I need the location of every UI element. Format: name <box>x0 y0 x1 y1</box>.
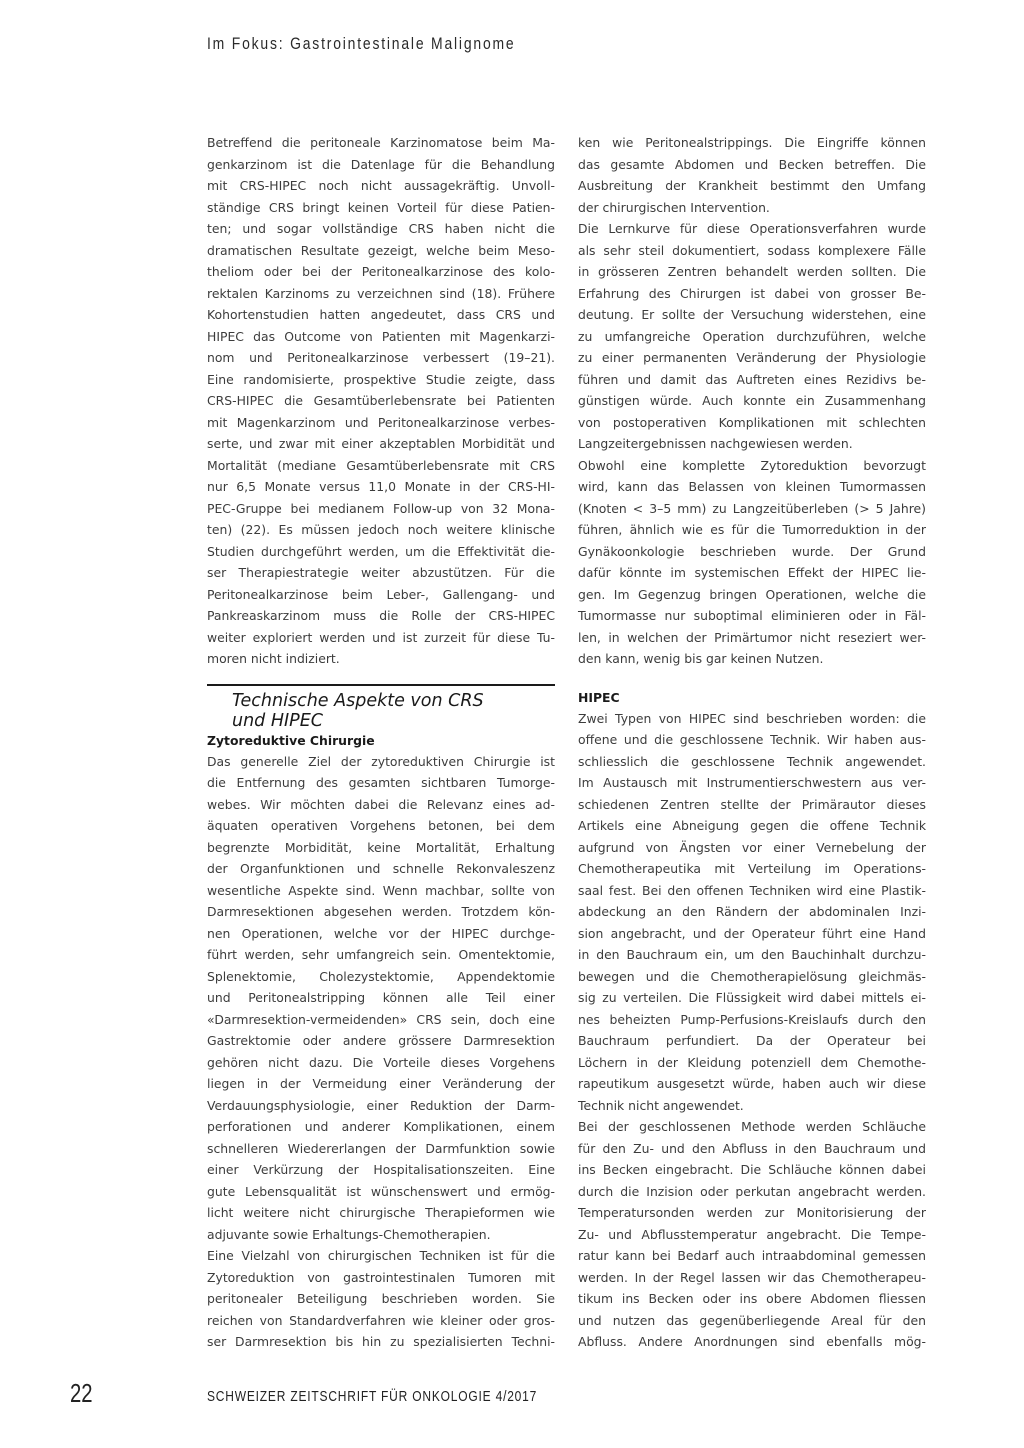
text-line: Obwohl eine komplette Zytoreduktion bevorzugt <box>578 457 926 473</box>
text-line: Das generelle Ziel der zytoreduktiven Chirurgie ist <box>207 753 555 769</box>
text-line: Chemotherapeutika mit Verteilung im Operations- <box>578 861 926 876</box>
paragraph <box>207 751 555 1246</box>
text-line: begrenzte Morbidität, keine Mortalität, Erhaltung <box>207 839 555 855</box>
text-line: Gastrektomie oder andere grössere Darmresektion <box>207 1033 555 1048</box>
text-line: in den Bauchraum ein, um den Bauchinhalt durchzu- <box>578 947 926 962</box>
text-line: Erfahrung des Chirurgen ist dabei von grosser Be- <box>578 285 926 301</box>
paragraph <box>578 455 926 670</box>
text-line: genkarzinom ist die Datenlage für die Behandlung <box>207 156 555 172</box>
text-line: führt werden, sehr umfangreich sein. Omentektomie, <box>207 947 555 962</box>
text-line: deutung. Er sollte der Versuchung widerstehen, eine <box>578 307 926 322</box>
text-line: rektalen Karzinoms zu verzeichnen sind (18). Frühere <box>207 285 555 301</box>
text-line: nes beheizten Pump-Perfusions-Kreislaufs durch den <box>578 1011 926 1027</box>
text-line: serte, und zwar mit einer akzeptablen Morbidität und <box>207 436 555 451</box>
text-line: bewegen und die Chemotherapielösung gleichmäs- <box>578 968 926 984</box>
text-line: ser Darmresektion bis hin zu spezialisierten Techni- <box>207 1334 555 1349</box>
paragraph <box>207 132 555 670</box>
text-line: Die Lernkurve für diese Operationsverfahren wurde <box>578 221 926 236</box>
section-title-line: und HIPEC <box>232 710 324 731</box>
text-line: webes. Wir möchten dabei die Relevanz eines ad- <box>207 796 555 812</box>
text-line: ten) (22). Es müssen jedoch noch weitere klinische <box>207 522 555 537</box>
text-line: Zytoreduktion von gastrointestinalen Tumoren mit <box>207 1269 555 1285</box>
text-line: mit CRS-HIPEC noch nicht aussagekräftig. Unvoll- <box>207 178 555 193</box>
text-line: zu umfangreiche Operation durchzuführen, welche <box>578 328 926 344</box>
text-line: reichen von Standardverfahren wie kleiner oder gros- <box>207 1312 555 1328</box>
text-line: Langzeitergebnissen nachgewiesen werden. <box>578 436 853 451</box>
text-line: das gesamte Abdomen und Becken betreffen. Die <box>578 156 926 172</box>
text-line: licht weitere nicht chirurgische Therapieformen wie <box>207 1205 555 1220</box>
text-line: Bei der geschlossenen Methode werden Schläuche <box>578 1119 926 1134</box>
text-line: nen Operationen, welche vor der HIPEC durchge- <box>207 925 555 941</box>
text-line: liegen in der Vermeidung einer Veränderung der <box>207 1076 555 1091</box>
text-line: Eine Vielzahl von chirurgischen Techniken ist für die <box>207 1248 555 1263</box>
text-line: Abfluss. Andere Anordnungen sind ebenfalls mög- <box>578 1334 926 1349</box>
text-line: führen und damit das Auftreten eines Rezidivs be- <box>578 371 926 387</box>
text-line: wird, kann das Belassen von kleinen Tumormassen <box>578 479 926 494</box>
text-line: HIPEC das Outcome von Patienten mit Magenkarzi- <box>207 328 555 344</box>
text-line: ser Therapiestrategie weiter abzustützen. Für die <box>207 565 555 580</box>
text-line: Im Austausch mit Instrumentierschwestern aus ver- <box>578 775 926 790</box>
text-line: Eine randomisierte, prospektive Studie zeigte, dass <box>207 371 555 387</box>
text-line: führen, ähnlich wie es für die Tumorreduktion in der <box>578 522 926 537</box>
text-line: Studien durchgeführt werden, um die Effektivität die- <box>207 543 555 559</box>
text-line: weiter exploriert werden und ist zurzeit für diese Tu- <box>207 629 555 645</box>
text-line: Zwei Typen von HIPEC sind beschrieben worden: die <box>578 710 926 726</box>
subheading-hipec: HIPEC <box>578 689 620 705</box>
text-line: dafür könnte im systemischen Effekt der HIPEC lie- <box>578 565 926 580</box>
text-line: Temperatursonden werden zur Monitorisierung der <box>578 1205 926 1220</box>
text-line: günstigen würde. Auch konnte ein Zusammenhang <box>578 393 926 408</box>
text-line: moren nicht indiziert. <box>207 651 340 666</box>
text-line: Verdauungsphysiologie, einer Reduktion der Darm- <box>207 1097 555 1113</box>
text-line: perforationen und anderer Komplikationen, einem <box>207 1119 555 1134</box>
text-line: sion angebracht, und der Operateur führt eine Hand <box>578 925 926 941</box>
text-line: Technik nicht angewendet. <box>578 1097 744 1113</box>
text-line: Peritonealkarzinose beim Leber-, Gallengang- und <box>207 586 555 602</box>
text-line: tikum ins Becken oder ins obere Abdomen fliessen <box>578 1291 926 1306</box>
text-line: Gynäkoonkologie beschrieben wurde. Der Grund <box>578 543 926 559</box>
text-line: in grösseren Zentren behandelt werden sollten. Die <box>578 264 926 279</box>
paragraph <box>578 1116 926 1353</box>
text-line: Betreffend die peritoneale Karzinomatose beim Ma- <box>207 135 555 150</box>
text-line: Löchern in der Kleidung potenziell dem Chemothe- <box>578 1054 926 1070</box>
section-title <box>207 691 555 731</box>
section-divider <box>207 684 555 686</box>
text-line: abdeckung an den Rändern der abdominalen Inzi- <box>578 904 926 919</box>
text-line: «Darmresektion-vermeidenden» CRS sein, doch eine <box>207 1011 555 1027</box>
text-line: adjuvante sowie Erhaltungs-Chemotherapien. <box>207 1226 491 1242</box>
text-line: gen. Im Gegenzug bringen Operationen, welche die <box>578 586 926 602</box>
text-line: Mortalität (mediane Gesamtüberlebensrate mit CRS <box>207 457 555 473</box>
text-line: offene und die geschlossene Technik. Wir haben aus- <box>578 732 926 747</box>
text-line: ständige CRS bringt keinen Vorteil für diese Patien- <box>207 199 555 215</box>
paragraph <box>578 708 926 1117</box>
text-line: schiedenen Zentren stellte der Primärautor dieses <box>578 796 926 812</box>
text-line: peritonealer Beteiligung beschrieben worden. Sie <box>207 1291 555 1306</box>
text-line: für den Zu- und den Abfluss in den Bauchraum und <box>578 1140 926 1156</box>
text-line: dramatischen Resultate gezeigt, welche beim Meso- <box>207 242 555 258</box>
text-line: mit Magenkarzinom und Peritonealkarzinose verbes- <box>207 414 555 430</box>
text-line: schliesslich die geschlossene Technik angewendet. <box>578 753 926 769</box>
text-line: Zu- und Abflusstemperatur angebracht. Die Tempe- <box>578 1226 926 1242</box>
text-line: der Organfunktionen und schnelle Rekonvaleszenz <box>207 861 555 876</box>
text-line: len, in welchen der Primärtumor nicht reseziert wer- <box>578 629 926 645</box>
text-line: sig zu verteilen. Die Flüssigkeit wird dabei mittels ei- <box>578 990 926 1005</box>
text-line: werden. In der Regel lassen wir das Chemotherapeu- <box>578 1269 926 1285</box>
running-header-title: Im Fokus: Gastrointestinale Malignome <box>207 34 516 53</box>
text-line: Tumormasse nur suboptimal eliminieren oder in Fäl- <box>578 608 926 623</box>
text-line: die Entfernung des gesamten sichtbaren Tumorge- <box>207 775 555 790</box>
text-line: Ausbreitung der Krankheit bestimmt den Umfang <box>578 178 926 193</box>
right-column <box>578 132 926 1353</box>
text-line: zu einer permanenten Veränderung der Physiologie <box>578 350 926 365</box>
text-line: ratur kann bei Bedarf auch intraabdominal gemessen <box>578 1248 926 1263</box>
text-line: Pankreaskarzinom muss die Rolle der CRS-HIPEC <box>207 608 555 623</box>
paragraph <box>578 132 926 218</box>
text-line: theliom oder bei der Peritonealkarzinose des kolo- <box>207 264 555 279</box>
text-line: rapeutikum ausgesetzt würde, haben auch wir diese <box>578 1076 926 1091</box>
text-line: äquaten operativen Vorgehens betonen, bei dem <box>207 818 555 833</box>
text-line: den kann, wenig bis gar keinen Nutzen. <box>578 651 824 666</box>
text-line: Splenektomie, Cholezystektomie, Appendektomie <box>207 968 555 984</box>
text-line: Bauchraum perfundiert. Da der Operateur bei <box>578 1033 926 1048</box>
left-column <box>207 132 555 1353</box>
text-line: einer Verkürzung der Hospitalisationszeiten. Eine <box>207 1162 555 1177</box>
paragraph <box>578 218 926 455</box>
text-line: und nutzen das gegenüberliegende Areal für den <box>578 1312 926 1328</box>
text-line: durch die Inzision oder perkutan angebracht werden. <box>578 1183 926 1199</box>
text-line: wesentliche Aspekte sind. Wenn machbar, sollte von <box>207 882 555 898</box>
paragraph <box>207 1245 555 1353</box>
text-line: gehören nicht dazu. Die Vorteile dieses Vorgehens <box>207 1054 555 1070</box>
text-line: ken wie Peritonealstrippings. Die Eingriffe können <box>578 135 926 150</box>
text-line: PEC-Gruppe bei medianem Follow-up von 32 Mona- <box>207 500 555 516</box>
text-line: der chirurgischen Intervention. <box>578 199 770 215</box>
text-line: schnelleren Wiedererlangen der Darmfunktion sowie <box>207 1140 555 1156</box>
text-line: Darmresektionen abgesehen werden. Trotzdem kön- <box>207 904 555 919</box>
text-line: nur 6,5 Monate versus 11,0 Monate in der CRS-HI- <box>207 479 555 494</box>
text-line: aufgrund von Ängsten vor einer Vernebelung der <box>578 839 926 855</box>
text-line: von postoperativen Komplikationen mit schlechten <box>578 414 926 430</box>
page-number: 22 <box>70 1378 93 1408</box>
text-line: nom und Peritonealkarzinose verbessert (19–21). <box>207 350 555 365</box>
text-line: und Peritonealstripping können alle Teil einer <box>207 990 555 1005</box>
text-line: Kohortenstudien hatten angedeutet, dass CRS und <box>207 307 555 322</box>
section-title-line: Technische Aspekte von CRS <box>232 690 484 711</box>
text-line: saal fest. Bei den offenen Techniken wird eine Plastik- <box>578 882 926 898</box>
text-line: Artikels eine Abneigung gegen die offene Technik <box>578 818 926 833</box>
text-line: als sehr steil dokumentiert, sodass komplexere Fälle <box>578 242 926 258</box>
text-line: CRS-HIPEC die Gesamtüberlebensrate bei Patienten <box>207 393 555 408</box>
subheading-zytoreduktive-chirurgie: Zytoreduktive Chirurgie <box>207 732 375 748</box>
text-line: ten; und sogar vollständige CRS haben nicht die <box>207 221 555 236</box>
text-line: ins Becken eingebracht. Die Schläuche können dabei <box>578 1162 926 1177</box>
text-line: gute Lebensqualität ist wünschenswert und ermög- <box>207 1183 555 1199</box>
journal-footer: SCHWEIZER ZEITSCHRIFT FÜR ONKOLOGIE 4/2017 <box>207 1388 538 1405</box>
text-line: (Knoten < 3–5 mm) zu Langzeitüberleben (> 5 Jahre) <box>578 500 926 516</box>
